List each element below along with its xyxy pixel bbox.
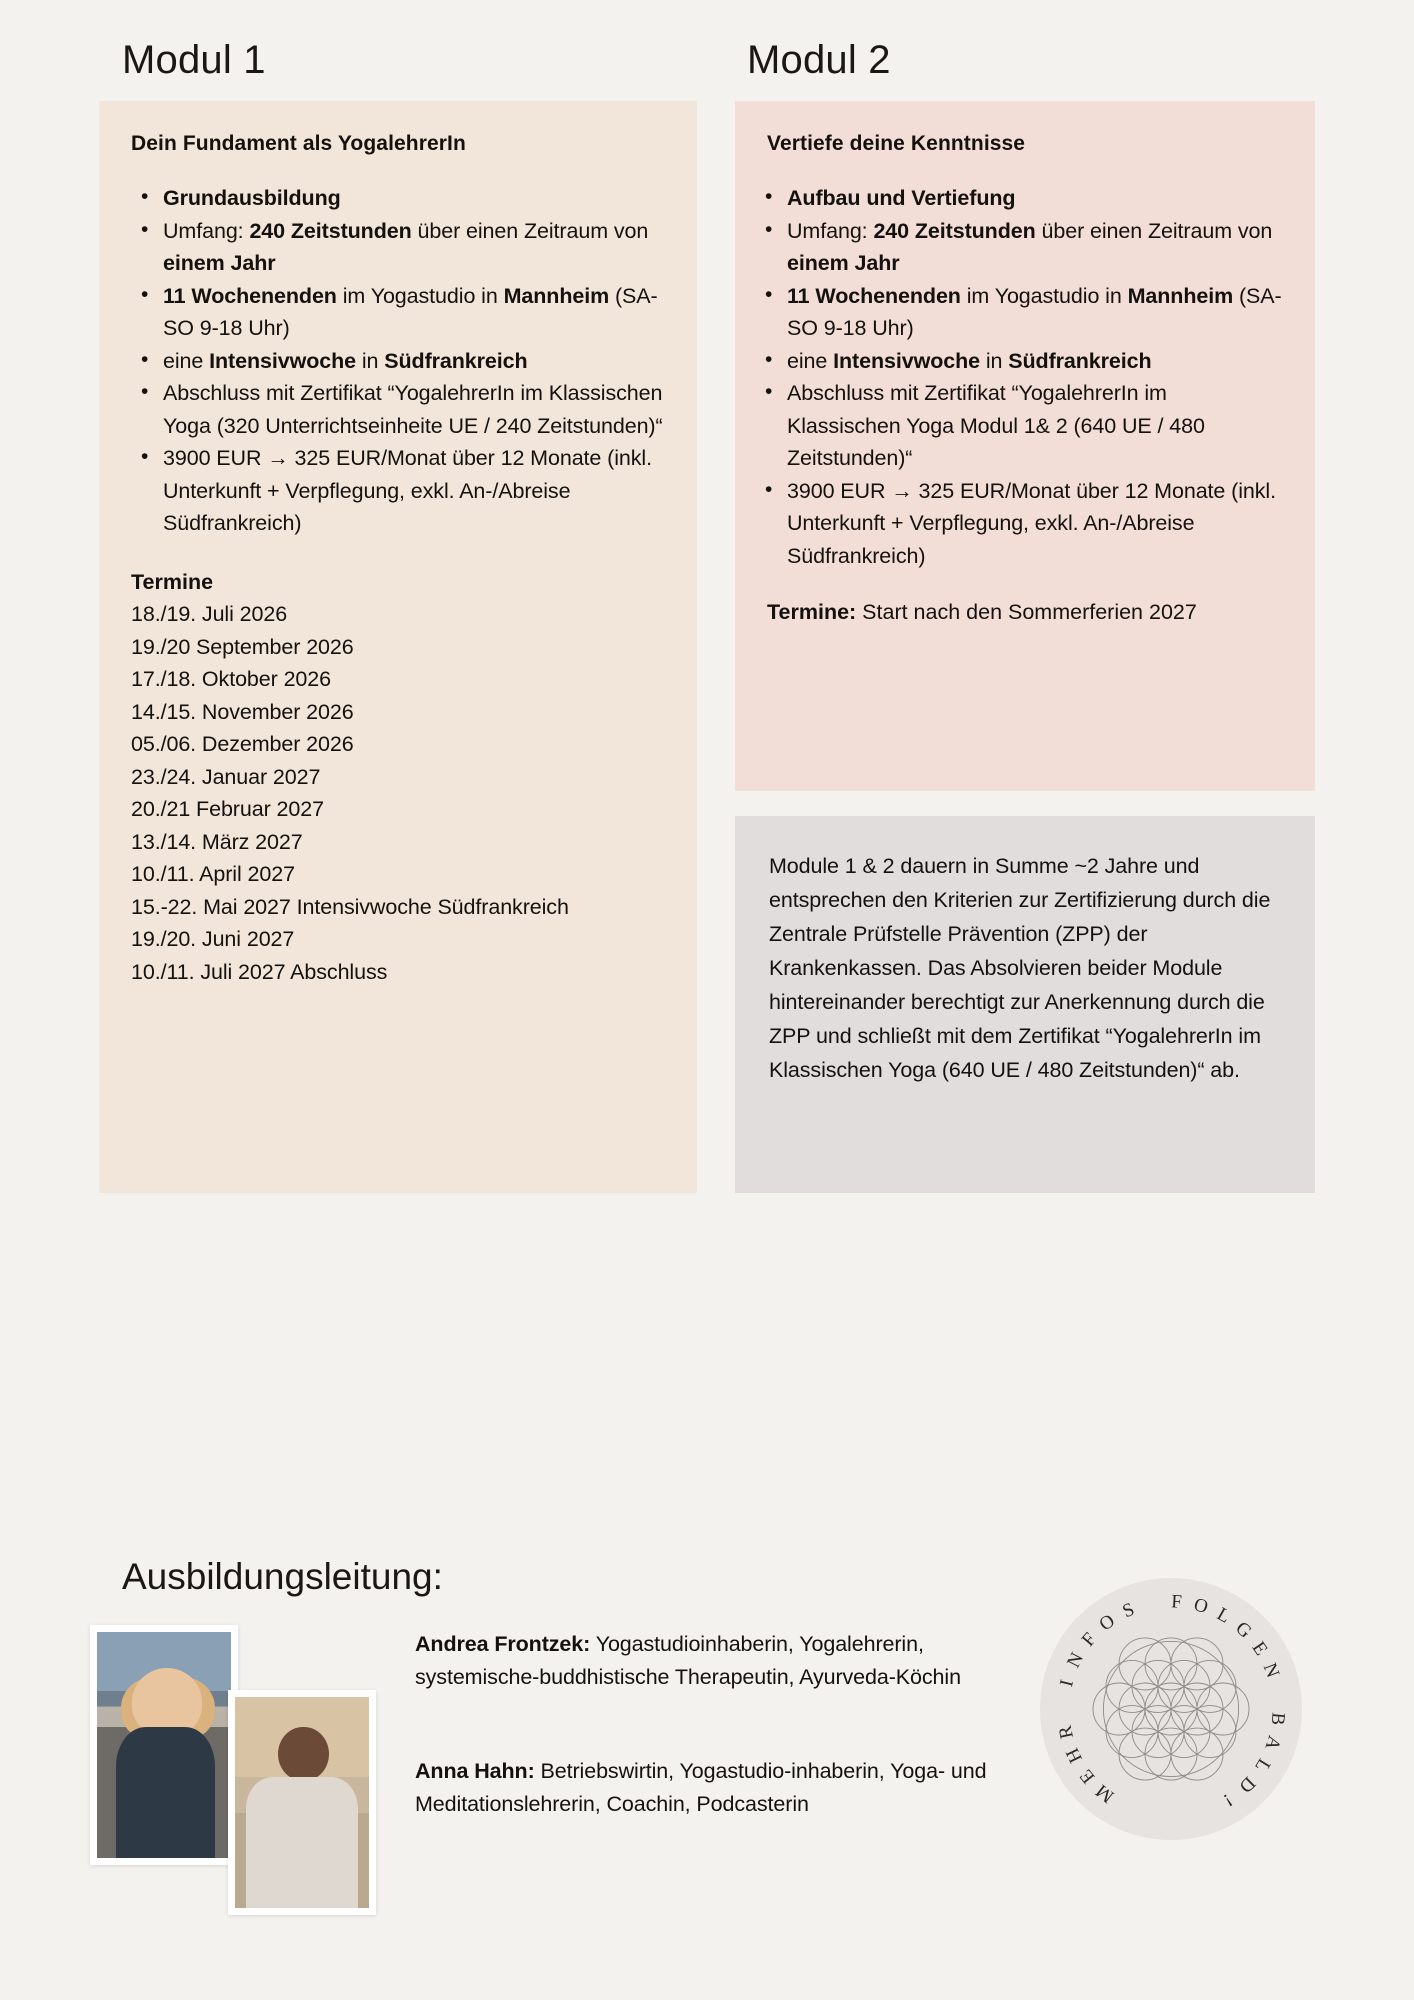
zpp-note-panel (735, 816, 1315, 1193)
bullet-text: (SA-SO 9-18 Uhr) (787, 283, 1282, 341)
badge-letter: M (1091, 1779, 1119, 1807)
bullet-text: über einen Zeitraum von (1035, 218, 1273, 243)
leadership-title: Ausbildungsleitung: (122, 1556, 443, 1597)
badge-letter: L (1250, 1754, 1275, 1776)
bullet-item (163, 215, 667, 280)
module-1-panel (99, 101, 697, 1193)
bullet-item (163, 377, 667, 442)
bullet-emphasis: 11 Wochenenden (787, 283, 961, 308)
portrait-image-anna (235, 1697, 369, 1908)
termine-date: 14./15. November 2026 (131, 699, 354, 724)
badge-letter: N (1258, 1660, 1284, 1681)
module-1-bullet-list (131, 182, 667, 540)
badge-letter: G (1231, 1617, 1256, 1643)
termine-date: 18./19. Juli 2026 (131, 602, 288, 627)
bullet-text: über einen Zeitraum von (411, 218, 649, 243)
badge-letter: F (1077, 1628, 1101, 1651)
bullet-text: Umfang: (787, 218, 874, 243)
termine-date: 15.-22. Mai 2027 Intensivwoche Südfrankreich (131, 894, 569, 919)
bullet-emphasis: Intensivwoche (209, 348, 356, 373)
module-2-content (735, 101, 1315, 629)
bullet-emphasis: einem Jahr (787, 251, 900, 276)
badge-letter: E (1075, 1765, 1100, 1788)
termine-date: 05./06. Dezember 2026 (131, 732, 354, 757)
module-2-title: Modul 2 (747, 38, 891, 82)
bio-name-anna: Anna Hahn: (415, 1759, 535, 1783)
badge-letter: S (1119, 1598, 1138, 1623)
termine-date: 17./18. Oktober 2026 (131, 667, 332, 692)
photo-andrea-frontzek (90, 1625, 238, 1865)
badge-letter: A (1260, 1733, 1285, 1753)
module-2-termine-inline (767, 596, 1285, 629)
bullet-text: in (355, 348, 385, 373)
bullet-text: in (979, 348, 1009, 373)
badge-letter: N (1063, 1649, 1089, 1672)
module-1-heading: Dein Fundament als YogalehrerIn (131, 132, 466, 155)
module-2-termine-label: Termine: (767, 600, 857, 625)
bullet-item (163, 182, 667, 215)
termine-date: 19./20 September 2026 (131, 634, 354, 659)
badge-letter: O (1095, 1610, 1119, 1636)
bullet-item (787, 280, 1285, 345)
portrait-image-andrea (97, 1632, 231, 1858)
termine-date: 10./11. April 2027 (131, 862, 295, 887)
bullet-emphasis: Aufbau und Vertiefung (787, 186, 1016, 211)
bullet-emphasis: Südfrankreich (384, 348, 528, 373)
termine-date: 10./11. Juli 2027 Abschluss (131, 959, 388, 984)
bullet-emphasis: 240 Zeitstunden (249, 218, 412, 243)
bullet-text: eine (163, 348, 210, 373)
bullet-emphasis: Südfrankreich (1008, 348, 1152, 373)
bullet-item (787, 377, 1285, 475)
termine-date: 20./21 Februar 2027 (131, 797, 324, 822)
bullet-item (163, 345, 667, 378)
module-2-panel (735, 101, 1315, 791)
badge-svg (1040, 1578, 1302, 1840)
bullet-item (163, 280, 667, 345)
bullet-text: 3900 EUR → 325 EUR/Monat über 12 Monate (inkl. Unterkunft + Verpflegung, exkl. An-/Abreise Südfrankreich) (787, 478, 1276, 568)
bullet-emphasis: Mannheim (503, 283, 610, 308)
photo-anna-hahn (228, 1690, 376, 1915)
badge-letter: F (1170, 1591, 1183, 1613)
badge-letter: I (1056, 1677, 1078, 1689)
bullet-item (787, 345, 1285, 378)
bullet-text: im Yogastudio in (960, 283, 1128, 308)
badge-letter: R (1054, 1723, 1079, 1741)
bio-desc-andrea: Yogastudioinhaberin, Yogalehrerin, systemische-buddhistische Therapeutin, Ayurveda-Köchin (415, 1632, 961, 1689)
module-2-termine-text: Start nach den Sommerferien 2027 (856, 600, 1197, 625)
bio-andrea-frontzek (415, 1628, 1025, 1694)
module-1-termine-label: Termine (131, 569, 214, 594)
badge-letter: ! (1219, 1789, 1237, 1811)
module-2-heading: Vertiefe deine Kenntnisse (767, 132, 1026, 155)
bullet-text: 3900 EUR → 325 EUR/Monat über 12 Monate (inkl. Unterkunft + Verpflegung, exkl. An-/Abreise Südfrankreich) (163, 446, 652, 536)
bio-name-andrea: Andrea Frontzek: (415, 1632, 591, 1656)
bullet-item (787, 215, 1285, 280)
mehr-infos-folgen-bald-badge (1040, 1578, 1302, 1840)
module-1-content (99, 101, 697, 988)
badge-letter: D (1234, 1772, 1260, 1797)
badge-letter: O (1191, 1594, 1211, 1619)
module-1-title: Modul 1 (122, 38, 266, 82)
bullet-item (787, 475, 1285, 573)
badge-letter: L (1213, 1603, 1234, 1628)
termine-date: 13./14. März 2027 (131, 829, 303, 854)
bullet-emphasis: 11 Wochenenden (163, 283, 337, 308)
bullet-text: Abschluss mit Zertifikat “YogalehrerIn im Klassischen Yoga (320 Unterrichtseinheite UE / 240 Zeitstunden)“ (163, 381, 663, 438)
bio-anna-hahn (415, 1755, 1025, 1821)
bullet-text: im Yogastudio in (336, 283, 504, 308)
badge-letter: B (1266, 1711, 1289, 1727)
bullet-item (787, 182, 1285, 215)
bullet-text: Umfang: (163, 218, 250, 243)
bullet-emphasis: Grundausbildung (163, 186, 341, 211)
bullet-text: eine (787, 348, 834, 373)
module-1-termine-block (131, 566, 667, 989)
termine-date: 19./20. Juni 2027 (131, 927, 295, 952)
bullet-item (163, 442, 667, 540)
bullet-emphasis: Intensivwoche (833, 348, 980, 373)
bullet-emphasis: einem Jahr (163, 251, 276, 276)
bullet-emphasis: Mannheim (1127, 283, 1234, 308)
zpp-note-text: Module 1 & 2 dauern in Summe ~2 Jahre und entsprechen den Kriterien zur Zertifizierung durch die Zentrale Prüfstelle Prävention (ZPP) der Krankenkassen. Das Absolvieren beider Module hintereinander berechtigt zur Anerkennung durch die ZPP und schließt mit dem Zertifikat “YogalehrerIn im Klassischen Yoga (640 UE / 480 Zeitstunden)“ ab. (769, 854, 1271, 1082)
badge-letter: E (1247, 1637, 1272, 1660)
termine-date: 23./24. Januar 2027 (131, 764, 321, 789)
module-1-termine-list (131, 598, 667, 988)
module-2-bullet-list (755, 182, 1285, 572)
bullet-text: Abschluss mit Zertifikat “YogalehrerIn im Klassischen Yoga Modul 1& 2 (640 UE / 480 Zeitstunden)“ (787, 381, 1205, 471)
bullet-text: (SA-SO 9-18 Uhr) (163, 283, 658, 341)
badge-letter: H (1061, 1744, 1087, 1767)
bio-desc-anna: Betriebswirtin, Yogastudio-inhaberin, Yoga- und Meditationslehrerin, Coachin, Podcasterin (415, 1759, 987, 1816)
bullet-emphasis: 240 Zeitstunden (873, 218, 1036, 243)
